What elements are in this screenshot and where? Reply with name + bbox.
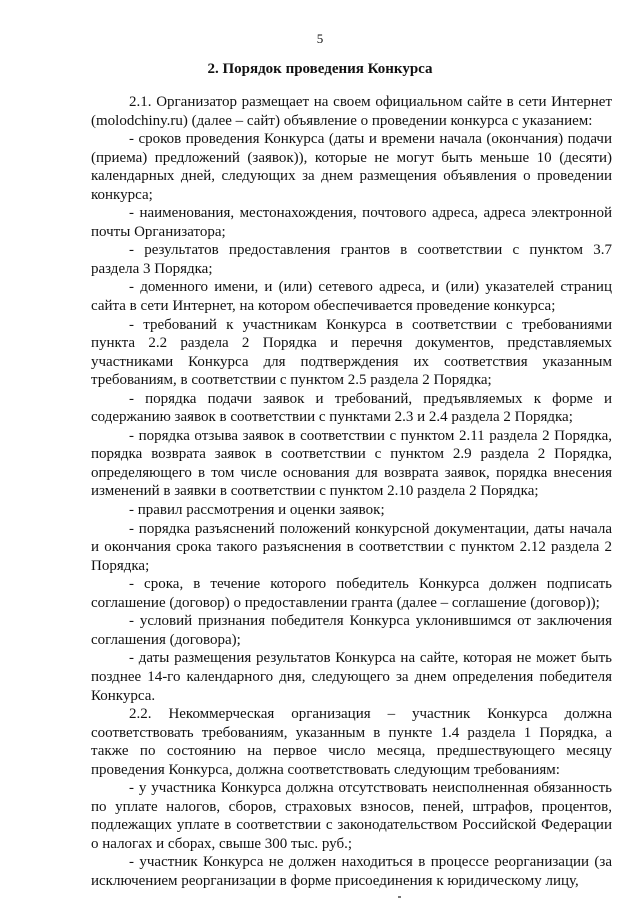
- page-number: 5: [316, 31, 324, 46]
- list-item-review-rules: - правил рассмотрения и оценки заявок;: [129, 502, 385, 519]
- list-item-evasion-conditions: - условий признания победителя Конкурса уклонившимся от заключения соглашения (договора);: [91, 613, 612, 648]
- list-item-participant-requirements: - требований к участникам Конкурса в соответствии с требованиями пункта 2.2 раздела 2 Порядка и перечня документов, представляемых участниками Конкурса для подтверждения их соответствия указанным требованиям, в соответствии с пунктом 2.5 раздела 2 Порядка;: [91, 316, 612, 389]
- list-item-reorganization: - участник Конкурса не должен находиться в процессе реорганизации (за исключением реорганизации в форме присоединения к юридическому лицу,: [91, 854, 612, 889]
- list-item-domain-name: - доменного имени, и (или) сетевого адреса, и (или) указателей страниц сайта в сети Интернет, на котором обеспечивается проведение конкурса;: [91, 279, 612, 315]
- scan-speck: [398, 896, 401, 898]
- list-item-contest-dates: - сроков проведения Конкурса (даты и времени начала (окончания) подачи (приема) предложений (заявок)), которые не могут быть меньше 10 (десяти) календарных дней, следующих за днем размещения объявления о проведении конкурса;: [91, 131, 612, 203]
- list-item-results-publication-date: - даты размещения результатов Конкурса на сайте, которая не может быть позднее 14-го календарного дня, следующего за днем определения победителя Конкурса.: [91, 650, 612, 704]
- list-item-organizer-details: - наименования, местонахождения, почтового адреса, адреса электронной почты Организатора;: [91, 205, 612, 240]
- list-item-clarification-procedure: - порядка разъяснений положений конкурсной документации, даты начала и окончания срока такого разъяснения в соответствии с пунктом 2.12 раздела 2 Порядка;: [91, 520, 612, 574]
- paragraph-2-1-intro: 2.1. Организатор размещает на своем официальном сайте в сети Интернет (molodchiny.ru) (далее – сайт) объявление о проведении конкурса с указанием:: [91, 94, 612, 129]
- list-item-application-procedure: - порядка подачи заявок и требований, предъявляемых к форме и содержанию заявок в соответствии с пунктами 2.3 и 2.4 раздела 2 Порядка;: [91, 390, 612, 426]
- list-item-agreement-deadline: - срока, в течение которого победитель Конкурса должен подписать соглашение (договор) о предоставлении гранта (далее – соглашение (договор));: [91, 576, 612, 611]
- section-title: 2. Порядок проведения Конкурса: [207, 61, 433, 77]
- list-item-application-withdrawal: - порядка отзыва заявок в соответствии с пунктом 2.11 раздела 2 Порядка, порядка возврата заявок в соответствии с пунктом 2.9 раздела 2 Порядка, определяющего в том числе основания для возврата заявок, порядка внесения изменений в заявки в соответствии с пунктом 2.10 раздела 2 Порядка;: [91, 427, 612, 500]
- list-item-grant-results: - результатов предоставления грантов в соответствии с пунктом 3.7 раздела 3 Порядка;: [91, 242, 612, 277]
- document-body: [91, 93, 612, 891]
- paragraph-2-2-intro: 2.2. Некоммерческая организация – участник Конкурса должна соответствовать требованиям, указанным в пункте 1.4 раздела 1 Порядка, а также по состоянию на первое число месяца, предшествующего месяцу проведения Конкурса, должна соответствовать следующим требованиям:: [91, 706, 612, 778]
- list-item-tax-obligations: - у участника Конкурса должна отсутствовать неисполненная обязанность по уплате налогов, сборов, страховых взносов, пеней, штрафов, процентов, подлежащих уплате в соответствии с законодательством Российской Федерации о налогах и сборах, свыше 300 тыс. руб.;: [91, 780, 612, 852]
